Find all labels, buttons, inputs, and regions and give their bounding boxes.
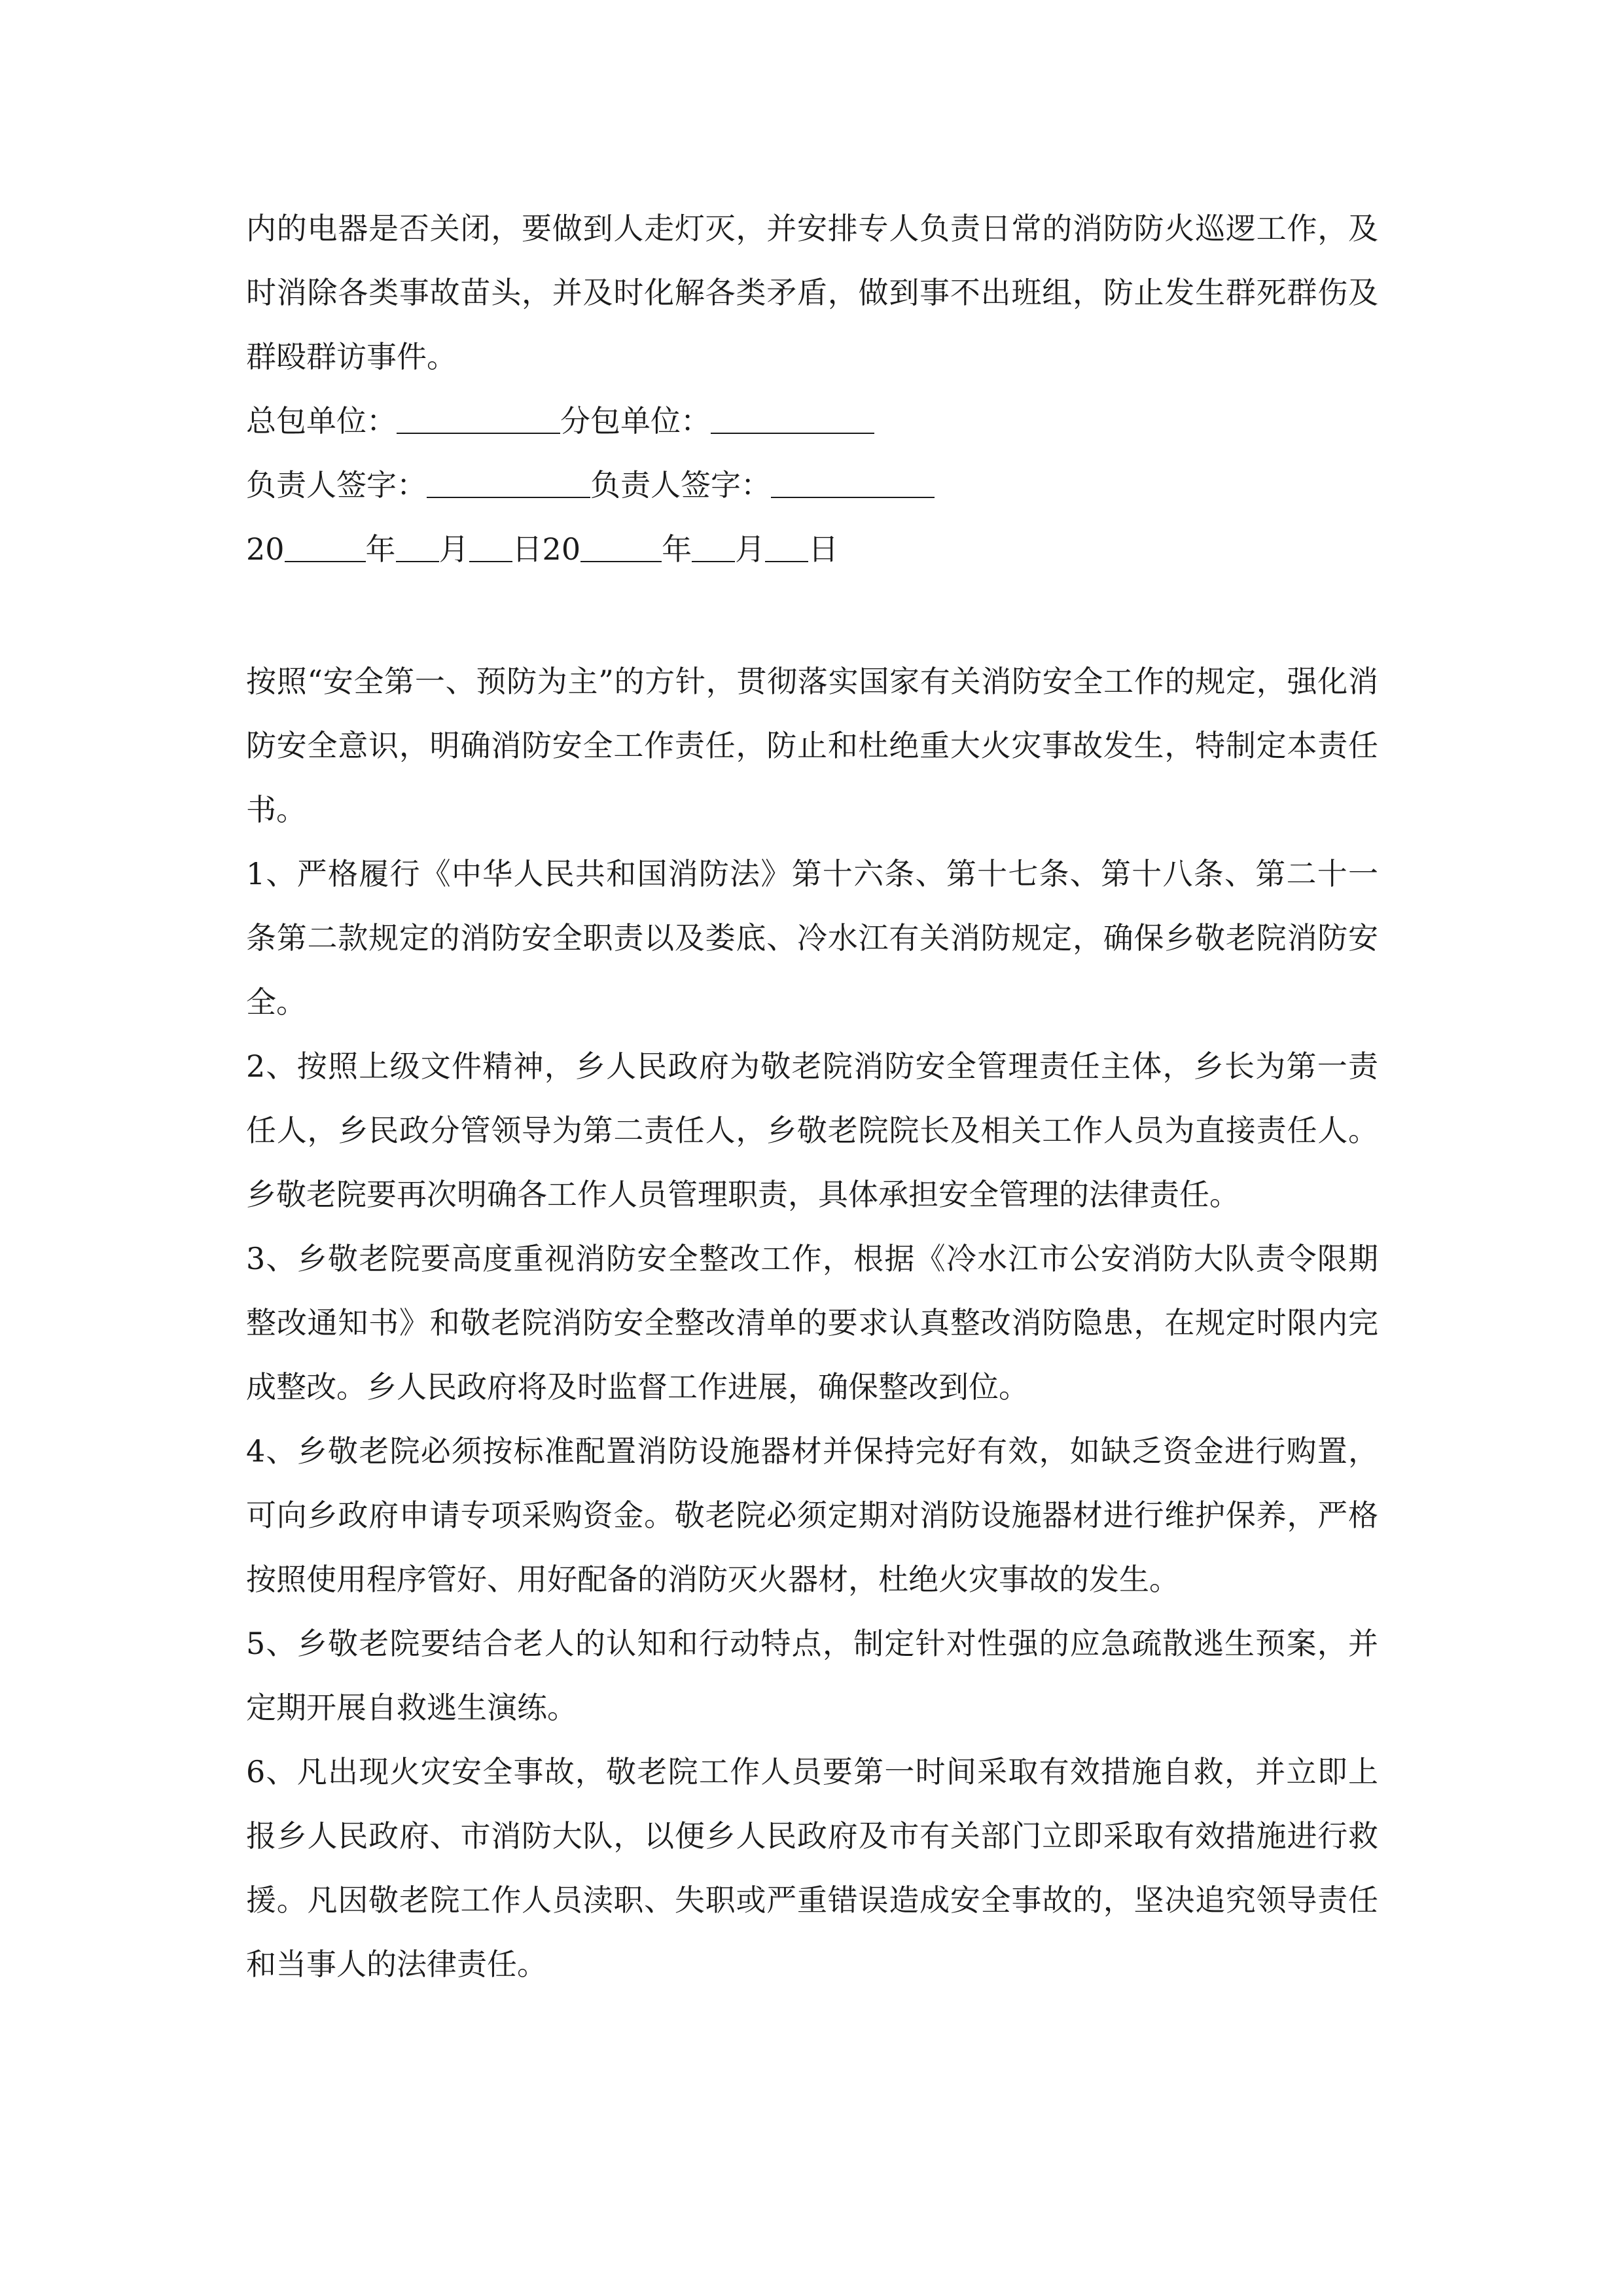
person-in-charge-blank-2 [771, 471, 935, 498]
day-label-2: 日 [808, 531, 839, 567]
general-contractor-blank [397, 406, 560, 434]
person-in-charge-label-2: 负责人签字： [590, 467, 771, 503]
date-line [246, 517, 1378, 581]
year-label-2: 年 [662, 531, 692, 567]
item-paragraph-2: 2、按照上级文件精神，乡人民政府为敬老院消防安全管理责任主体，乡长为第一责任人，乡民政分管领导为第二责任人，乡敬老院院长及相关工作人员为直接责任人。乡敬老院要再次明确各工作人员管理职责，具体承担安全管理的法律责任。 [246, 1049, 1378, 1212]
item-paragraph-5: 5、乡敬老院要结合老人的认知和行动特点，制定针对性强的应急疏散逃生预案，并定期开展自救逃生演练。 [246, 1626, 1378, 1725]
section-gap [246, 581, 1378, 649]
item-paragraph-4: 4、乡敬老院必须按标准配置消防设施器材并保持完好有效，如缺乏资金进行购置，可向乡政府申请专项采购资金。敬老院必须定期对消防设施器材进行维护保养，严格按照使用程序管好、用好配备的消防灭火器材，杜绝火灾事故的发生。 [246, 1433, 1378, 1597]
date-prefix-1: 20 [246, 531, 285, 567]
general-contractor-label: 总包单位： [246, 403, 397, 439]
month-label-2: 月 [735, 531, 766, 567]
year-blank-1 [285, 535, 366, 562]
item-paragraph-6: 6、凡出现火灾安全事故，敬老院工作人员要第一时间采取有效措施自救，并立即上报乡人民政府、市消防大队，以便乡人民政府及市有关部门立即采取有效措施进行救援。凡因敬老院工作人员渎职、失职或严重错误造成安全事故的，坚决追究领导责任和当事人的法律责任。 [246, 1754, 1378, 1982]
subcontractor-label: 分包单位： [560, 403, 711, 439]
preamble-paragraph: 按照“安全第一、预防为主”的方针，贯彻落实国家有关消防安全工作的规定，强化消防安全意识，明确消防安全工作责任，防止和杜绝重大火灾事故发生，特制定本责任书。 [246, 664, 1378, 827]
month-blank-2 [692, 535, 735, 562]
person-in-charge-blank-1 [427, 471, 590, 498]
day-blank-2 [765, 535, 808, 562]
date-prefix-2: 20 [542, 531, 581, 567]
item-paragraph-3: 3、乡敬老院要高度重视消防安全整改工作，根据《冷水江市公安消防大队责令限期整改通知书》和敬老院消防安全整改清单的要求认真整改消防隐患，在规定时限内完成整改。乡人民政府将及时监督工作进展，确保整改到位。 [246, 1241, 1378, 1405]
month-blank-1 [396, 535, 439, 562]
document-body [246, 196, 1378, 1996]
year-blank-2 [580, 535, 662, 562]
person-in-charge-signature-line [246, 453, 1378, 517]
month-label-1: 月 [438, 531, 469, 567]
year-label-1: 年 [365, 531, 396, 567]
day-label-1: 日 [512, 531, 543, 567]
item-paragraph-1: 1、严格履行《中华人民共和国消防法》第十六条、第十七条、第十八条、第二十一条第二款规定的消防安全职责以及娄底、冷水江有关消防规定，确保乡敬老院消防安全。 [246, 856, 1378, 1020]
intro-paragraph: 内的电器是否关闭，要做到人走灯灭，并安排专人负责日常的消防防火巡逻工作，及时消除各类事故苗头，并及时化解各类矛盾，做到事不出班组，防止发生群死群伤及群殴群访事件。 [246, 211, 1378, 374]
person-in-charge-label-1: 负责人签字： [246, 467, 427, 503]
contractor-signature-line [246, 389, 1378, 453]
subcontractor-blank [711, 406, 874, 434]
day-blank-1 [469, 535, 512, 562]
